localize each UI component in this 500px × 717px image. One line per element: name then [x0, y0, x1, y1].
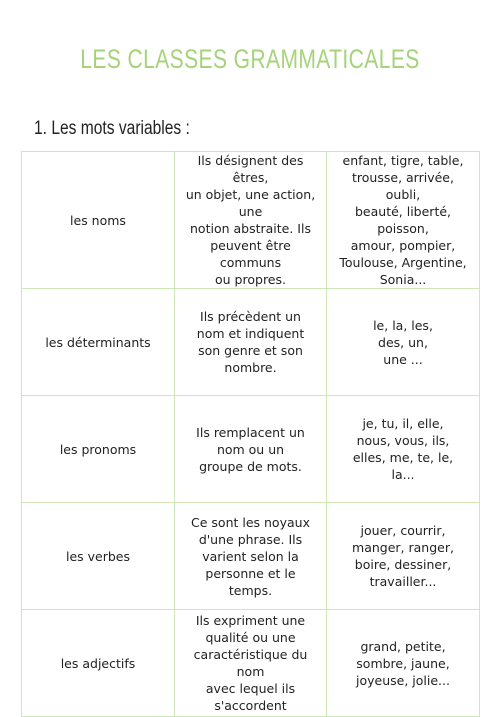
class-name: les adjectifs — [60, 655, 136, 671]
table-row — [22, 610, 480, 717]
class-name: les pronoms — [59, 441, 137, 457]
examples-cell — [327, 152, 480, 289]
examples-text: enfant, tigre, table, trousse, arrivée, oubli, beauté, liberté, poisson, amour, pompier, Toulouse, Argentine, Sonia... — [339, 153, 467, 287]
definition-text: Ils remplacent un nom ou un groupe de mots. — [196, 424, 305, 474]
definition-text: Ce sont les noyaux d'une phrase. Ils varient selon la personne et le temps. — [191, 514, 310, 598]
definition-cell — [175, 610, 327, 717]
examples-text: grand, petite, sombre, jaune, joyeuse, jolie... — [356, 638, 450, 688]
definition-cell — [175, 289, 327, 396]
definition-cell — [175, 396, 327, 503]
examples-text: le, la, les, des, un, une ... — [373, 317, 433, 367]
examples-cell — [327, 503, 480, 610]
table-row — [22, 289, 480, 396]
examples-cell — [327, 396, 480, 503]
examples-text: jouer, courrir, manger, ranger, boire, dessiner, travailler... — [352, 523, 454, 589]
definition-cell — [175, 503, 327, 610]
table-row — [22, 152, 480, 289]
table-row — [22, 503, 480, 610]
examples-cell — [327, 610, 480, 717]
definition-text: Ils précèdent un nom et indiquent son genre et son nombre. — [196, 309, 305, 375]
class-name-cell — [22, 289, 175, 396]
class-name-cell — [22, 610, 175, 717]
class-name: les verbes — [65, 548, 130, 564]
section-heading: 1. Les mots variables : — [34, 118, 190, 139]
examples-text: je, tu, il, elle, nous, vous, ils, elles, me, te, le, la... — [352, 416, 454, 482]
table-row — [22, 396, 480, 503]
class-name: les déterminants — [45, 334, 151, 350]
grammar-table — [21, 151, 480, 717]
definition-text: Ils expriment une qualité ou une caractéristique du nom avec lequel ils s'accordent — [193, 613, 308, 713]
class-name: les noms — [70, 212, 126, 228]
class-name-cell — [22, 152, 175, 289]
class-name-cell — [22, 503, 175, 610]
examples-cell — [327, 289, 480, 396]
page-title: LES CLASSES GRAMMATICALES — [80, 44, 420, 74]
definition-text: Ils désignent des êtres, un objet, une action, une notion abstraite. Ils peuvent être communs ou propres. — [185, 153, 316, 287]
class-name-cell — [22, 396, 175, 503]
definition-cell — [175, 152, 327, 289]
